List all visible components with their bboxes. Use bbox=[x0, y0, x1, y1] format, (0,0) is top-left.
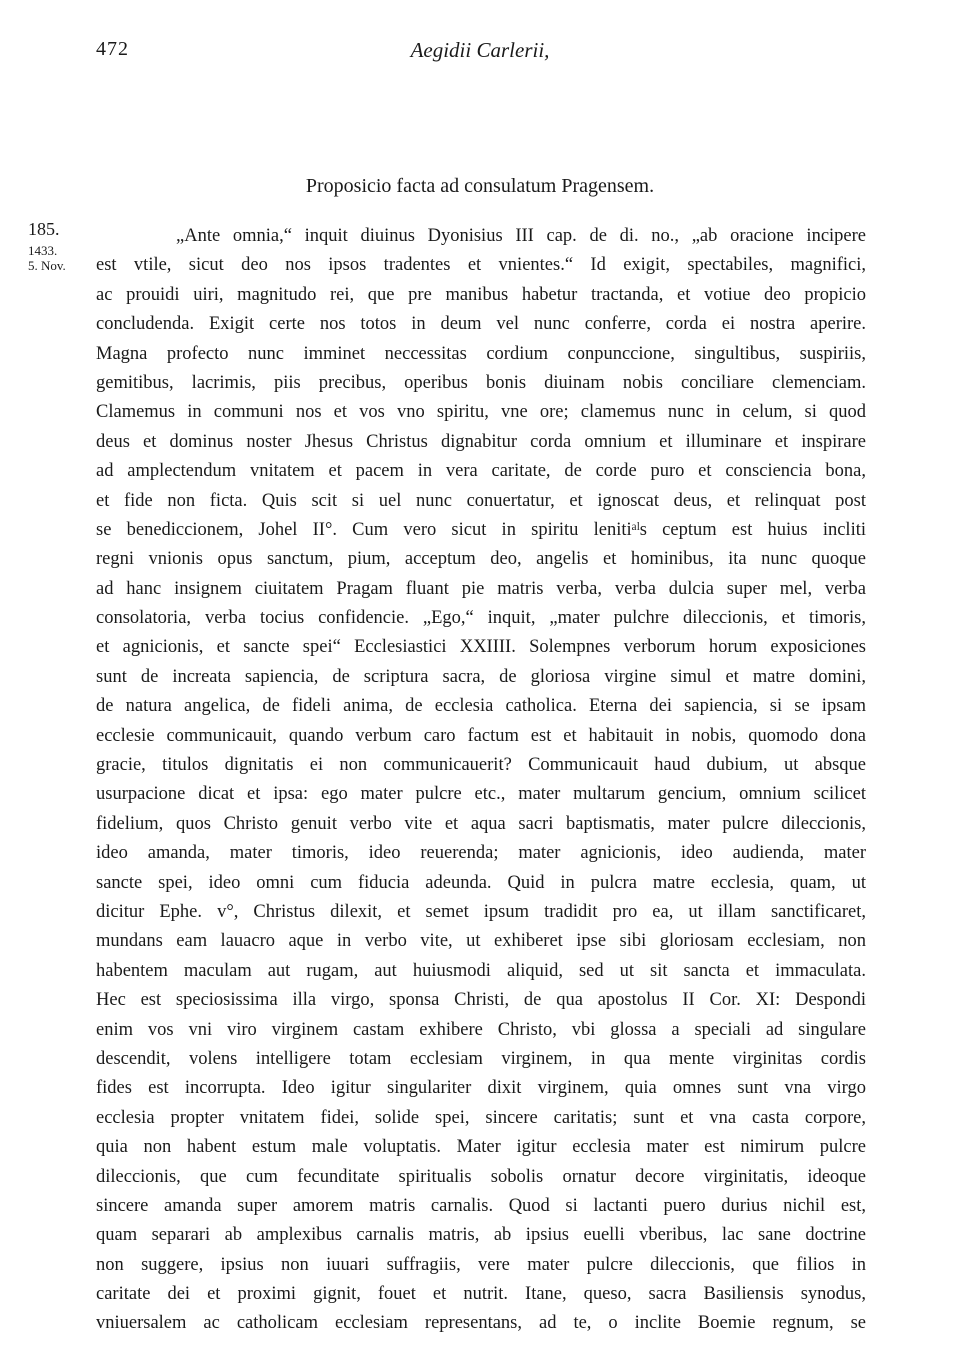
text-line: et fide non ficta. Quis scit si uel nunc conuertatur, et ignoscat deus, et relinquat post bbox=[96, 490, 866, 511]
text-line: et agnicionis, et sancte spei“ Ecclesiastici XXIIII. Solempnes verborum horum exposiciones bbox=[96, 637, 866, 658]
text-line: est vtile, sicut deo nos ipsos tradentes et vnientes.“ Id exigit, spectabiles, magnifici, bbox=[96, 255, 866, 276]
text-line: ad hanc insignem ciuitatem Pragam fluant pie matris verba, verba dulcia super mel, verba bbox=[96, 578, 866, 599]
text-line: de natura angelica, de fideli anima, de ecclesia catholica. Eterna dei sapiencia, si se ipsam bbox=[96, 696, 866, 717]
margin-note-number: 185. bbox=[28, 219, 60, 239]
text-line: Clamemus in communi nos et vos vno spiritu, vne ore; clamemus nunc in celum, si quod bbox=[96, 402, 866, 423]
text-line: sunt de increata sapiencia, de scriptura sacra, de gloriosa virgine simul et matre domini, bbox=[96, 666, 866, 687]
text-line: enim vos vni viro virginem castam exhibere Christo, vbi glossa a speciali ad singulare bbox=[96, 1019, 866, 1040]
text-line: deus et dominus noster Jhesus Christus dignabitur corda omnium et illuminare et inspirare bbox=[96, 431, 866, 452]
text-line: fides est incorrupta. Ideo igitur singulariter dixit virginem, quia omnes sunt vna virgo bbox=[96, 1078, 866, 1099]
text-line: caritate dei et proximi gignit, fouet et nutrit. Itane, queso, sacra Basiliensis synodus, bbox=[96, 1284, 866, 1305]
text-line: sincere amanda super amorem matris carnalis. Quod si lactanti puero durius nichil est, bbox=[96, 1195, 866, 1216]
text-line: Magna profecto nunc imminet neccessitas cordium conpunccione, singultibus, suspiriis, bbox=[96, 343, 866, 364]
text-line: concludenda. Exigit certe nos totos in deum vel nunc conferre, corda ei nostra aperire. bbox=[96, 314, 866, 335]
margin-note-date: 5. Nov. bbox=[28, 258, 66, 273]
text-line: Hec est speciosissima illa virgo, sponsa Christi, de qua apostolus II Cor. XI: Despondi bbox=[96, 990, 866, 1011]
text-line: ac prouidi uiri, magnitudo rei, que pre manibus habetur tractanda, et votiue deo propicio bbox=[96, 284, 866, 305]
text-line: sancte spei, ideo omni cum fiducia adeunda. Quid in pulcra matre ecclesia, quam, ut bbox=[96, 872, 866, 893]
text-line: quia non habent estum male voluptatis. Mater igitur ecclesia mater est nimirum pulcre bbox=[96, 1137, 866, 1158]
text-line: „Ante omnia,“ inquit diuinus Dyonisius III cap. de di. no., „ab oracione incipere bbox=[176, 226, 866, 246]
text-line: dicitur Ephe. v°, Christus dilexit, et semet ipsum tradidit pro ea, ut illam sanctificaret, bbox=[96, 901, 866, 922]
text-line: gracie, titulos dignitatis ei non communicauerit? Communicauit haud dubium, ut absque bbox=[96, 755, 866, 776]
text-line: vniuersalem ac catholicam ecclesiam representans, ad te, o inclite Boemie regnum, se bbox=[96, 1313, 866, 1334]
margin-note bbox=[28, 219, 66, 273]
margin-note-year: 1433. bbox=[28, 243, 58, 258]
text-line: ecclesia propter vnitatem fidei, solide spei, sincere caritatis; sunt et vna casta corpore, bbox=[96, 1107, 866, 1128]
text-line: se benediccionem, Johel II°. Cum vero sicut in spiritu lenitiᵃˡs ceptum est huius incliti bbox=[96, 519, 866, 540]
section-heading: Proposicio facta ad consulatum Pragensem. bbox=[305, 175, 655, 197]
page-number: 472 bbox=[96, 38, 129, 60]
text-line: consolatoria, verba tocius confidencie. „Ego,“ inquit, „mater pulchre dileccionis, et timoris, bbox=[96, 608, 866, 629]
text-line: regni vnionis opus sanctum, pium, acceptum deo, angelis et hominibus, ita nunc quoque bbox=[96, 549, 866, 570]
text-line: gemitibus, lacrimis, piis precibus, operibus bonis diuinam nobis conciliare clemenciam. bbox=[96, 372, 866, 393]
text-line: quam separari ab amplexibus carnalis matris, ab ipsius euelli vberibus, lac sane doctrine bbox=[96, 1225, 866, 1246]
text-line: usurpacione dicat et ipsa: ego mater pulcre etc., mater multarum gencium, omnium scilicet bbox=[96, 784, 866, 805]
running-title: Aegidii Carlerii, bbox=[410, 38, 550, 62]
text-line: mundans eam lauacro aque in verbo vite, ut exhiberet ipse sibi gloriosam ecclesiam, non bbox=[96, 931, 866, 952]
text-line: ecclesie communicauit, quando verbum caro factum est et habitauit in nobis, quomodo dona bbox=[96, 725, 866, 746]
text-line: non suggere, ipsius non iuuari suffragiis, vere mater pulcre dileccionis, que filios in bbox=[96, 1254, 866, 1275]
text-line: descendit, volens intelligere totam ecclesiam virginem, in qua mente virginitas cordis bbox=[96, 1048, 866, 1069]
text-line: habentem maculam aut rugam, aut huiusmodi aliquid, sed ut sit sancta et immaculata. bbox=[96, 960, 866, 981]
text-line: fidelium, quos Christo genuit verbo vite et aqua sacri baptismatis, mater pulcre dileccionis, bbox=[96, 813, 866, 834]
text-line: dileccionis, que cum fecunditate spiritualis sobolis ornatur decore virginitatis, ideoque bbox=[96, 1166, 866, 1187]
body-text bbox=[96, 222, 866, 1339]
text-line: ideo amanda, mater timoris, ideo reuerenda; mater agnicionis, ideo audienda, mater bbox=[96, 843, 866, 864]
text-line: ad amplectendum vnitatem et pacem in vera caritate, de corde puro et consciencia bona, bbox=[96, 461, 866, 482]
